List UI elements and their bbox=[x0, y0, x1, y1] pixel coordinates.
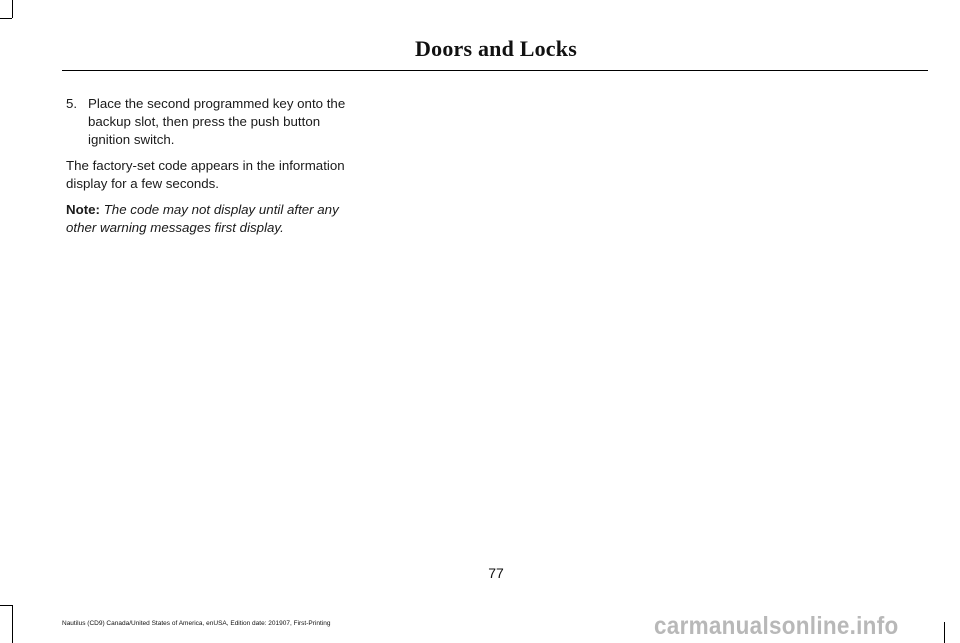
crop-mark-top-left-horizontal bbox=[0, 18, 12, 19]
page-title: Doors and Locks bbox=[415, 36, 577, 61]
watermark: carmanualsonline.info bbox=[654, 612, 899, 640]
crop-mark-bottom-left-horizontal bbox=[0, 605, 12, 606]
note-label: Note: bbox=[66, 202, 100, 217]
instruction-step bbox=[66, 95, 356, 149]
note bbox=[66, 201, 356, 237]
crop-mark-bottom-left-vertical bbox=[12, 605, 13, 643]
crop-mark-top-left-vertical bbox=[12, 0, 13, 18]
step-text: Place the second programmed key onto the backup slot, then press the push button ignition switch. bbox=[88, 96, 346, 147]
page-content bbox=[66, 95, 356, 245]
body-paragraph: The factory-set code appears in the information display for a few seconds. bbox=[66, 158, 345, 191]
step-number: 5. bbox=[66, 96, 78, 111]
header-divider bbox=[62, 70, 928, 71]
page-number: 77 bbox=[488, 565, 504, 581]
footer-edition-info: Nautilus (CD9) Canada/United States of America, enUSA, Edition date: 201907, First-Printing bbox=[62, 620, 331, 627]
note-text: The code may not display until after any other warning messages first display. bbox=[66, 202, 339, 235]
crop-mark-bottom-right-vertical bbox=[944, 622, 945, 643]
